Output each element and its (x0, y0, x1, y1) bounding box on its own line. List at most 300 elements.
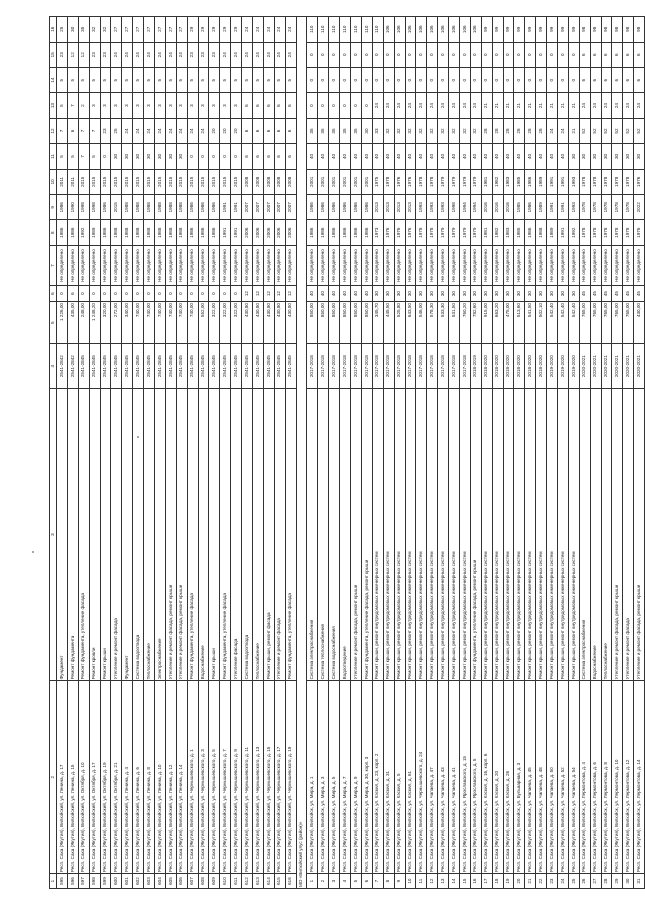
cell-work: Теплоснабжение (601, 388, 612, 680)
cell-n: 595 (57, 874, 68, 889)
cell-addr: Респ. Саха (Якутия), Вилюйский, ул. Чернышевского, д. 11 (242, 681, 253, 874)
cell-c12: 32 (459, 118, 470, 143)
cell-c13: 21 (481, 93, 492, 118)
cell-work: Ремонт крыши, ремонт внутридомовых инженерных систем (459, 388, 470, 680)
cell-year: 2017-2018 (329, 344, 340, 389)
cell-status: Не определено (263, 245, 274, 285)
cell-c14: 0 (329, 67, 340, 92)
cell-work: Ремонт фундамента, утепление фасада, ремонт крыши (470, 388, 481, 680)
cell-c12: 35 (351, 118, 362, 143)
cell-n: 4 (340, 874, 351, 889)
cell-work: Ремонт крыши, ремонт внутридомовых инженерных систем (416, 388, 427, 680)
cell-c16: 99 (568, 17, 579, 43)
section-row (296, 17, 307, 889)
cell-c10: 1979 (438, 169, 449, 194)
cell-c11: 0 (209, 144, 220, 169)
cell-c11: 5 (57, 144, 68, 169)
table-row (220, 17, 231, 889)
cell-c8: 1988 (122, 220, 133, 245)
cell-c6: 0 (89, 286, 100, 302)
table-row (263, 17, 274, 889)
cell-status: Не определено (623, 245, 634, 285)
cell-addr: Респ. Саха (Якутия), Вилюйск, ул. Ярославского, д. 5 (470, 681, 481, 874)
table-row (503, 17, 514, 889)
cell-c14: 0 (470, 67, 481, 92)
header-cell: 13 (50, 93, 57, 118)
cell-c13: 21 (492, 93, 503, 118)
cell-year: 2541-2845 (100, 344, 111, 389)
cell-year: 2017-2018 (318, 344, 329, 389)
cell-addr: Респ. Саха (Якутия), Вилюйский, ул. Ленина, д. 17 (57, 681, 68, 874)
cell-c8: 1989 (547, 220, 558, 245)
cell-status: Не определено (111, 245, 122, 285)
cell-c15: 0 (438, 42, 449, 67)
cell-c16: 99 (481, 17, 492, 43)
cell-c11: 40 (470, 144, 481, 169)
cell-c15: 24 (263, 42, 274, 67)
cell-c10: 2015 (78, 169, 89, 194)
cell-c12: 7 (78, 118, 89, 143)
cell-c11: 0 (231, 144, 242, 169)
cell-status: Не определено (427, 245, 438, 285)
cell-c13: 24 (634, 93, 645, 118)
cell-status: Не определено (568, 245, 579, 285)
table-row (318, 17, 329, 889)
cell-c6: 40 (361, 286, 372, 302)
cell-c8: 1981 (481, 220, 492, 245)
cell-c8: 1976 (634, 220, 645, 245)
cell-n: 16 (470, 874, 481, 889)
cell-sum: 643,50 (405, 302, 416, 344)
cell-c14: 5 (198, 67, 209, 92)
cell-c12: 24 (122, 118, 133, 143)
cell-n: 599 (100, 874, 111, 889)
table-row (351, 17, 362, 889)
cell-n: 29 (612, 874, 623, 889)
cell-work: Ремонт крыши, ремонт внутридомовых инженерных систем (405, 388, 416, 680)
cell-c12: 6 (263, 118, 274, 143)
cell-status: Не определено (601, 245, 612, 285)
cell-status: Не определено (525, 245, 536, 285)
cell-year: 2541-2845 (220, 344, 231, 389)
cell-c9: 2016 (492, 195, 503, 220)
cell-addr: Респ. Саха (Якутия), Вилюйск, ул. Лермонтова, д. 12 (623, 681, 634, 874)
cell-work: Ремонт крыши, ремонт внутридомовых инженерных систем (383, 388, 394, 680)
cell-c8: 1989 (89, 220, 100, 245)
cell-status: Не определено (394, 245, 405, 285)
cell-c13: 21 (536, 93, 547, 118)
table-row (285, 17, 296, 889)
cell-c12: 24 (547, 118, 558, 143)
cell-year: 2017-2018 (459, 344, 470, 389)
cell-c16: 110 (307, 17, 318, 43)
cell-c8: 1986 (351, 220, 362, 245)
cell-sum: 740,00 (155, 302, 166, 344)
table-row (361, 17, 372, 889)
table-row (405, 17, 416, 889)
cell-c8: 1991 (557, 220, 568, 245)
table-row (470, 17, 481, 889)
cell-status: Не определено (89, 245, 100, 285)
cell-work: Утепление и ремонт фасада, ремонт крыши (634, 388, 645, 680)
cell-addr: Респ. Саха (Якутия), Вилюйск, ул. Мира, д. 7 (340, 681, 351, 874)
table-row (122, 17, 133, 889)
cell-year: 2541-2845 (165, 344, 176, 389)
cell-work: Водоснабжение (198, 388, 209, 680)
cell-addr: Респ. Саха (Якутия), Вилюйск, ул. Чапаева, д. 43 (438, 681, 449, 874)
cell-addr: Респ. Саха (Якутия), Вилюйск, ул. Мира, д. 5 (329, 681, 340, 874)
cell-c9: 1988 (176, 195, 187, 220)
cell-year: 2017-2018 (427, 344, 438, 389)
cell-c16: 110 (361, 17, 372, 43)
cell-year: 2541-2845 (78, 344, 89, 389)
cell-c13: 0 (361, 93, 372, 118)
cell-c8: 1986 (209, 220, 220, 245)
header-cell: 4 (50, 344, 57, 389)
cell-c11: 0 (187, 144, 198, 169)
cell-sum: 430,80 (285, 302, 296, 344)
cell-addr: Респ. Саха (Якутия), Вилюйск, ул. Мира, д. 9 (351, 681, 362, 874)
cell-c9: 1991 (557, 195, 568, 220)
cell-n: 614 (263, 874, 274, 889)
header-cell: 1 (50, 874, 57, 889)
table-row (274, 17, 285, 889)
cell-c13: 6 (253, 93, 264, 118)
cell-c11: 40 (416, 144, 427, 169)
cell-c12: 28 (514, 118, 525, 143)
cell-status: Не определено (547, 245, 558, 285)
cell-c9: 1978 (590, 195, 601, 220)
cell-c8: 1986 (329, 220, 340, 245)
cell-c14: 5 (242, 67, 253, 92)
cell-year: 2541-2845 (176, 344, 187, 389)
header-cell: 5 (50, 302, 57, 344)
cell-c11: 40 (307, 144, 318, 169)
cell-c15: 0 (470, 42, 481, 67)
cell-c14: 5 (209, 67, 220, 92)
cell-sum: 578,30 (427, 302, 438, 344)
cell-c6: 45 (601, 286, 612, 302)
cell-n: 5 (351, 874, 362, 889)
table-row (198, 17, 209, 889)
cell-addr: Респ. Саха (Якутия), Вилюйск, ул. Чернышевского, д. 24 (416, 681, 427, 874)
scan-speck (32, 551, 34, 553)
cell-c11: 30 (155, 144, 166, 169)
cell-status: Не определено (405, 245, 416, 285)
cell-year: 2541-2845 (122, 344, 133, 389)
cell-n: 26 (579, 874, 590, 889)
cell-c9: 1978 (601, 195, 612, 220)
cell-c16: 98 (634, 17, 645, 43)
cell-c15: 0 (547, 42, 558, 67)
cell-c16: 106 (416, 17, 427, 43)
cell-year: 2019-2020 (568, 344, 579, 389)
cell-c15: 24 (155, 42, 166, 67)
cell-c11: 40 (329, 144, 340, 169)
table-row (133, 17, 144, 889)
section-label: МО «Вилюйский улус (район)» (296, 17, 307, 889)
cell-c11: 30 (165, 144, 176, 169)
cell-c10: 1991 (557, 169, 568, 194)
table-row (459, 17, 470, 889)
cell-addr: Респ. Саха (Якутия), Вилюйский, ул. Чернышевского, д. 19 (285, 681, 296, 874)
cell-c12: 33 (372, 118, 383, 143)
cell-c11: 6 (242, 144, 253, 169)
cell-c11: 40 (438, 144, 449, 169)
cell-c8: 1978 (601, 220, 612, 245)
cell-c6: 30 (557, 286, 568, 302)
cell-year: 2541-2845 (231, 344, 242, 389)
cell-c11: 6 (274, 144, 285, 169)
cell-c8: 1986 (525, 220, 536, 245)
cell-c12: 28 (525, 118, 536, 143)
cell-work: Ремонт крыши, ремонт внутридомовых инженерных систем (481, 388, 492, 680)
cell-c8: 1978 (590, 220, 601, 245)
cell-c6: 45 (634, 286, 645, 302)
cell-c11: 30 (133, 144, 144, 169)
cell-c8: 2006 (242, 220, 253, 245)
cell-sum: 525,80 (394, 302, 405, 344)
cell-work: Ремонт фундамента, утепление фасада (78, 388, 89, 680)
cell-year: 2541-2845 (89, 344, 100, 389)
cell-c11: 0 (100, 144, 111, 169)
cell-c8: 1976 (405, 220, 416, 245)
table-row (568, 17, 579, 889)
cell-c15: 0 (307, 42, 318, 67)
cell-c10: 2011 (57, 169, 68, 194)
cell-c16: 106 (383, 17, 394, 43)
cell-c16: 27 (133, 17, 144, 43)
cell-sum: 430,80 (263, 302, 274, 344)
cell-c12: 28 (492, 118, 503, 143)
cell-c6: 0 (144, 286, 155, 302)
cell-c8: 1979 (459, 220, 470, 245)
cell-c13: 21 (547, 93, 558, 118)
cell-sum: 248,00 (78, 302, 89, 344)
cell-c12: 24 (133, 118, 144, 143)
table-row (89, 17, 100, 889)
cell-c6: 0 (231, 286, 242, 302)
cell-c10: 1983 (503, 169, 514, 194)
cell-c14: 5 (89, 67, 100, 92)
cell-c12: 24 (176, 118, 187, 143)
cell-sum: 850,00 (361, 302, 372, 344)
header-cell: 14 (50, 67, 57, 92)
cell-c14: 0 (503, 67, 514, 92)
cell-n: 604 (155, 874, 166, 889)
cell-addr: Респ. Саха (Якутия), Вилюйск, ул. Кэскил, д. 20 (492, 681, 503, 874)
cell-year: 2017-2018 (449, 344, 460, 389)
cell-addr: Респ. Саха (Якутия), Вилюйский, ул. Чернышевского, д. 15 (263, 681, 274, 874)
cell-c11: 30 (568, 144, 579, 169)
cell-c15: 0 (568, 42, 579, 67)
cell-c10: 1981 (481, 169, 492, 194)
cell-c9: 1988 (133, 195, 144, 220)
cell-sum: 542,40 (547, 302, 558, 344)
cell-work: Ремонт крыши, ремонт внутридомовых инженерных систем (372, 388, 383, 680)
cell-c6: 0 (155, 286, 166, 302)
cell-c14: 0 (383, 67, 394, 92)
cell-c16: 29 (209, 17, 220, 43)
cell-sum: 850,00 (329, 302, 340, 344)
cell-c8: 1983 (503, 220, 514, 245)
cell-year: 2541-2845 (285, 344, 296, 389)
cell-c6: 0 (78, 286, 89, 302)
header-cell: 15 (50, 42, 57, 67)
cell-c13: 6 (285, 93, 296, 118)
cell-status: Не определено (176, 245, 187, 285)
table-body (50, 17, 645, 889)
cell-c15: 0 (481, 42, 492, 67)
cell-addr: Респ. Саха (Якутия), Вилюйский, ул. Чернышевского, д. 1 (187, 681, 198, 874)
cell-year: 2541-2845 (111, 344, 122, 389)
cell-n: 8 (383, 874, 394, 889)
cell-work: Утепление и ремонт фасада, ремонт крыши (176, 388, 187, 680)
cell-c12: 32 (416, 118, 427, 143)
cell-c9: 1986 (351, 195, 362, 220)
cell-c8: 1986 (67, 220, 78, 245)
cell-year: 2018-2020 (514, 344, 525, 389)
cell-c15: 0 (329, 42, 340, 67)
cell-year: 2020-2021 (612, 344, 623, 389)
cell-c15: 0 (394, 42, 405, 67)
cell-c12: 25 (111, 118, 122, 143)
cell-c8: 1986 (340, 220, 351, 245)
cell-n: 19 (503, 874, 514, 889)
cell-c14: 5 (111, 67, 122, 92)
cell-status: Не определено (329, 245, 340, 285)
cell-c12: 24 (557, 118, 568, 143)
cell-c15: 0 (514, 42, 525, 67)
cell-c15: 6 (590, 42, 601, 67)
cell-addr: Респ. Саха (Якутия), Вилюйск, ул. Бульварная, д. 3 (514, 681, 525, 874)
cell-c10: 2015 (231, 169, 242, 194)
cell-addr: Респ. Саха (Якутия), Вилюйский, ул. Ленина, д. 10 (155, 681, 166, 874)
cell-c10: 1976 (634, 169, 645, 194)
cell-c13: 3 (133, 93, 144, 118)
cell-year: 2018-2019 (470, 344, 481, 389)
cell-status: Не определено (209, 245, 220, 285)
cell-c16: 99 (514, 17, 525, 43)
cell-addr: Респ. Саха (Якутия), Вилюйск, ул. Чапаева, д. 45 (525, 681, 536, 874)
cell-addr: Респ. Саха (Якутия), Вилюйск, ул. Кэскил, д. 31 (383, 681, 394, 874)
cell-c6: 0 (133, 286, 144, 302)
cell-c16: 27 (165, 17, 176, 43)
cell-sum: 740,00 (187, 302, 198, 344)
cell-c14: 6 (612, 67, 623, 92)
cell-c15: 0 (525, 42, 536, 67)
cell-status: Не определено (155, 245, 166, 285)
cell-n: 608 (198, 874, 209, 889)
table-row (590, 17, 601, 889)
cell-c9: 2007 (274, 195, 285, 220)
cell-work: Система электроснабжения (307, 388, 318, 680)
cell-c10: 2008 (242, 169, 253, 194)
cell-c10: 1978 (383, 169, 394, 194)
cell-status: Не определено (492, 245, 503, 285)
table-row (547, 17, 558, 889)
cell-c11: 5 (89, 144, 100, 169)
table-row (340, 17, 351, 889)
cell-c12: 52 (612, 118, 623, 143)
cell-c16: 98 (623, 17, 634, 43)
cell-c10: 2001 (351, 169, 362, 194)
cell-c8: 2006 (285, 220, 296, 245)
cell-c6: 30 (405, 286, 416, 302)
cell-year: 2017-2018 (383, 344, 394, 389)
cell-c14: 0 (351, 67, 362, 92)
cell-status: Не определено (285, 245, 296, 285)
table-row (438, 17, 449, 889)
cell-c12: 32 (427, 118, 438, 143)
cell-c12: 35 (329, 118, 340, 143)
cell-c14: 6 (623, 67, 634, 92)
cell-addr: Респ. Саха (Якутия), Вилюйск, ул. Ярославского, д. 15 (459, 681, 470, 874)
cell-c16: 24 (274, 17, 285, 43)
cell-c10: 2008 (263, 169, 274, 194)
cell-c6: 0 (122, 286, 133, 302)
cell-sum: 320,00 (100, 302, 111, 344)
cell-work: Электроснабжение (155, 388, 166, 680)
cell-c8: 1988 (155, 220, 166, 245)
cell-c9: 1991 (231, 195, 242, 220)
cell-c13: 3 (220, 93, 231, 118)
cell-work: Ремонт крыши, ремонт внутридомовых инженерных систем (438, 388, 449, 680)
cell-c6: 12 (242, 286, 253, 302)
table-row (634, 17, 645, 889)
cell-c10: 1976 (394, 169, 405, 194)
cell-c6: 30 (503, 286, 514, 302)
table-row (449, 17, 460, 889)
cell-c11: 40 (459, 144, 470, 169)
cell-sum: 430,80 (274, 302, 285, 344)
cell-year: 2019-2020 (557, 344, 568, 389)
cell-sum: 340,00 (122, 302, 133, 344)
cell-year: 2020-2021 (634, 344, 645, 389)
cell-n: 17 (481, 874, 492, 889)
cell-c13: 0 (318, 93, 329, 118)
cell-sum: 850,00 (351, 302, 362, 344)
cell-c13: 24 (590, 93, 601, 118)
cell-c13: 21 (525, 93, 536, 118)
cell-c13: 24 (449, 93, 460, 118)
cell-work: Утепление и ремонт фасада (623, 388, 634, 680)
cell-c14: 0 (547, 67, 558, 92)
cell-c13: 24 (372, 93, 383, 118)
cell-work: Система водоотвода (133, 388, 144, 680)
cell-c12: 32 (383, 118, 394, 143)
cell-n: 15 (459, 874, 470, 889)
header-row (50, 17, 57, 889)
cell-c6: 30 (438, 286, 449, 302)
cell-c12: 7 (57, 118, 68, 143)
cell-c16: 98 (579, 17, 590, 43)
cell-c6: 45 (579, 286, 590, 302)
cell-c14: 0 (318, 67, 329, 92)
cell-n: 9 (394, 874, 405, 889)
cell-c16: 24 (242, 17, 253, 43)
cell-c8: 1986 (318, 220, 329, 245)
cell-c16: 29 (220, 17, 231, 43)
cell-c6: 0 (165, 286, 176, 302)
cell-c6: 30 (514, 286, 525, 302)
cell-c15: 0 (536, 42, 547, 67)
cell-c6: 0 (57, 286, 68, 302)
cell-n: 611 (231, 874, 242, 889)
scan-speck (137, 436, 139, 438)
cell-c16: 106 (394, 17, 405, 43)
cell-c16: 106 (438, 17, 449, 43)
